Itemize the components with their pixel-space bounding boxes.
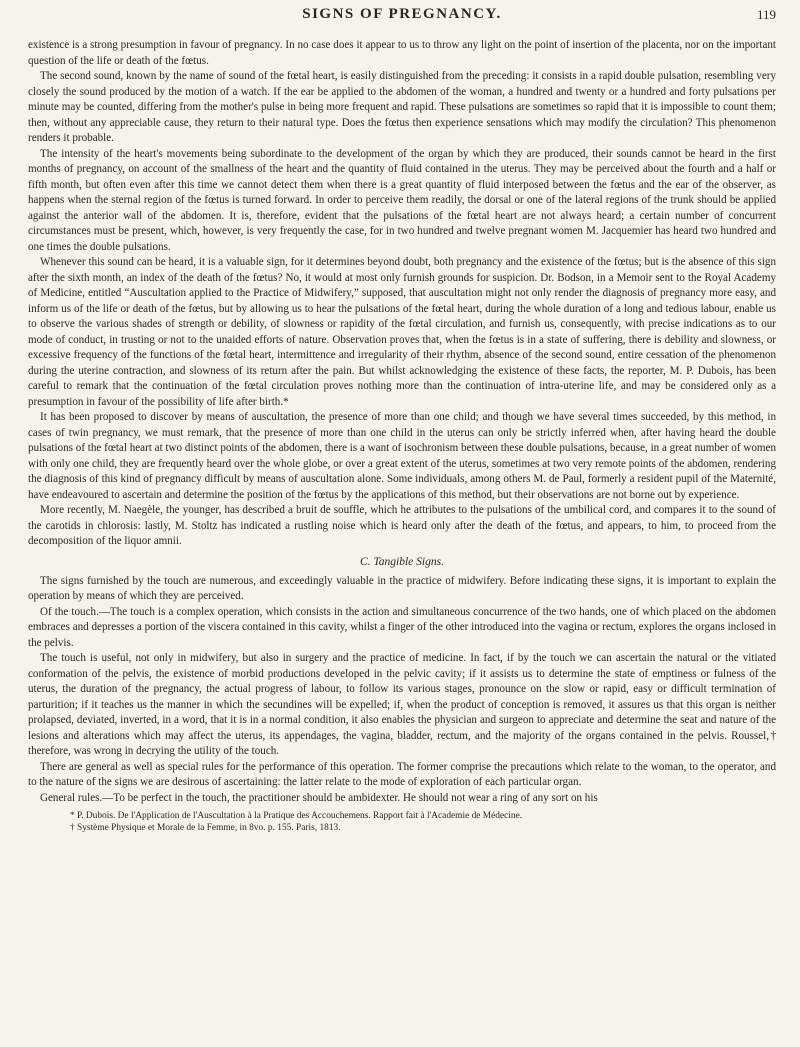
paragraph: The second sound, known by the name of sound of the fœtal heart, is easily distinguished from the preceding: it consists in a rapid double pulsation, resembling very closely the sound produced by the motion of a watch. If the ear be applied to the abdomen of the woman, a hundred and twenty or a hundred and forty pulsations per minute may be counted, differing from the mother's pulse in being more frequent and rapid. These pulsations are sometimes so rapid that it is impossible to count them; then, without any appreciable cause, they return to their natural type. Does the fœtus then experience sensations which may modify the circulation? This phenomenon renders it probable. [28, 70, 776, 144]
paragraph: The intensity of the heart's movements being subordinate to the development of the organ by which they are produced, their sounds cannot be heard in the first months of pregnancy, on account of the smallness of the heart and the quantity of fluid contained in the uterus. They may be perceived about the fourth and a half or fifth month, but often even after this time we cannot detect them when there is a great quantity of fluid interposed between the fœtus and the ear of the observer, as happens when the sternal region of the fœtus is turned forward. In order to perceive them readily, the dorsal or one of the lateral regions of the trunk should be applied against the anterior wall of the abdomen. It is, therefore, evident that the pulsations of the fœtal heart are not always heard; a certain number of concurrent circumstances must be present, which, however, is very frequently the case, for in two hundred and twelve pregnant women M. Jacquemier has heard two hundred and one times the double pulsations. [28, 147, 776, 253]
paragraph: Of the touch.—The touch is a complex operation, which consists in the action and simultaneous concurrence of the two hands, one of which placed on the abdomen embraces and depresses a portion of the viscera contained in this cavity, whilst a finger of the other introduced into the vagina or rectum, explores the organs inclosed in the pelvis. [28, 605, 776, 649]
section-heading: C. Tangible Signs. [360, 555, 444, 568]
footnote: † Système Physique et Morale de la Femme, in 8vo. p. 155. Paris, 1813. [70, 823, 341, 833]
page-header [28, 6, 776, 28]
book-page [28, 6, 776, 834]
paragraph: existence is a strong presumption in favour of pregnancy. In no case does it appear to us to throw any light on the point of insertion of the placenta, nor on the important question of the life or death of the fœtus. [28, 39, 776, 67]
page-number: 119 [756, 7, 776, 22]
paragraph: It has been proposed to discover by means of auscultation, the presence of more than one child; and though we have several times succeeded, by this method, in cases of twin pregnancy, we must remark, that the presence of more than one child in the uterus can only be strictly inferred when, after having heard the double pulsations of the fœtal heart at two distinct points of the abdomen, there is a want of isochronism between these double pulsations, because, in a great number of women with only one child, they are frequently heard over the whole globe, or over a great extent of the uterus, sometimes at two very remote points of the abdomen, rendering the diagnosis of this kind of pregnancy difficult by means of auscultation alone. Some individuals, among others M. de Paul, formerly a resident pupil of the Maternité, have endeavoured to ascertain and determine the position of the fœtus by the applications of this method, but their observations are not borne out by experience. [28, 411, 776, 501]
body-text [28, 38, 776, 806]
paragraph: The signs furnished by the touch are numerous, and exceedingly valuable in the practice of midwifery. Before indicating these signs, it is important to explain the operation by means of which they are perceived. [28, 574, 776, 602]
running-title: SIGNS OF PREGNANCY. [302, 6, 502, 22]
paragraph: The touch is useful, not only in midwifery, but also in surgery and the practice of medicine. In fact, if by the touch we can ascertain the natural or the vitiated conformation of the pelvis, the existence of morbid productions developed in the pelvic cavity; if it assists us to determine the state of emptiness or fulness of the uterus, the duration of the pregnancy, the actual progress of labour, to follow its various stages, pronounce on the slow or rapid, easy or difficult termination of parturition; if it teaches us the manner in which the secundines will be expelled; if, when the product of conception is removed, it assures us that this organ is neither prolapsed, deviated, inverted, in a word, that it is in a normal condition, it also enables the physician and surgeon to appreciate and determine the seat and nature of the lesions and alterations which may affect the uterus, its appendages, the vagina, bladder, rectum, and the majority of the organs contained in the pelvis. Roussel,† therefore, was wrong in decrying the utility of the touch. [28, 652, 776, 757]
paragraph: There are general as well as special rules for the performance of this operation. The former comprise the precautions which relate to the woman, to the operator, and to the nature of the signs we are desirous of ascertaining: the latter relate to the mode of exploration of each particular organ. [28, 760, 776, 788]
paragraph: Whenever this sound can be heard, it is a valuable sign, for it determines beyond doubt, both pregnancy and the existence of the fœtus; but is the absence of this sign after the sixth month, an index of the death of the fœtus? No, it would at most only furnish grounds for suspicion. Dr. Bodson, in a Memoir sent to the Royal Academy of Medicine, entitled “Auscultation applied to the Practice of Midwifery,” supposed, that auscultation might not only render the diagnosis of pregnancy more easy, and inform us of the life or death of the fœtus, but by allowing us to hear the pulsations of the fœtal heart, during the whole duration of a long and tedious labour, enable us to observe the various shades of strength or debility, of slowness or rapidity of the fœtal circulation, and furnish us, consequently, with precise indications as to our mode of conduct, in trusting or not to the unaided efforts of nature. Observation proves that, when the fœtus is in a state of suffering, there is debility and slowness, or excessive frequency of the functions of the fœtal heart, intermittence and irregularity of their rhythm, absence of the second sound, entire cessation of the phenomenon during the uterine contraction, and slowness of its return after the pain. But whilst acknowledging the existence of these facts, the reporter, M. P. Dubois, has been careful to remark that the continuation of the fœtal circulation proves nothing more than the continuation of intra-uterine life, and may be considered only as a presumption in favour of the possibility of life after birth.* [28, 256, 776, 408]
footnotes [28, 810, 776, 834]
footnote: * P. Dubois. De l'Application de l'Auscultation à la Pratique des Accouchemens. Rapport fait à l'Academie de Médecine. [70, 811, 523, 821]
paragraph: General rules.—To be perfect in the touch, the practitioner should be ambidexter. He should not wear a ring of any sort on his [40, 791, 598, 804]
paragraph: More recently, M. Naegèle, the younger, has described a bruit de souffle, which he attributes to the pulsations of the umbilical cord, and compares it to the sound of the carotids in chlorosis: lastly, M. Stoltz has indicated a rustling noise which is heard only after the death of the fœtus, and appears, to him, to proceed from the decomposition of the liquor amnii. [28, 504, 776, 547]
